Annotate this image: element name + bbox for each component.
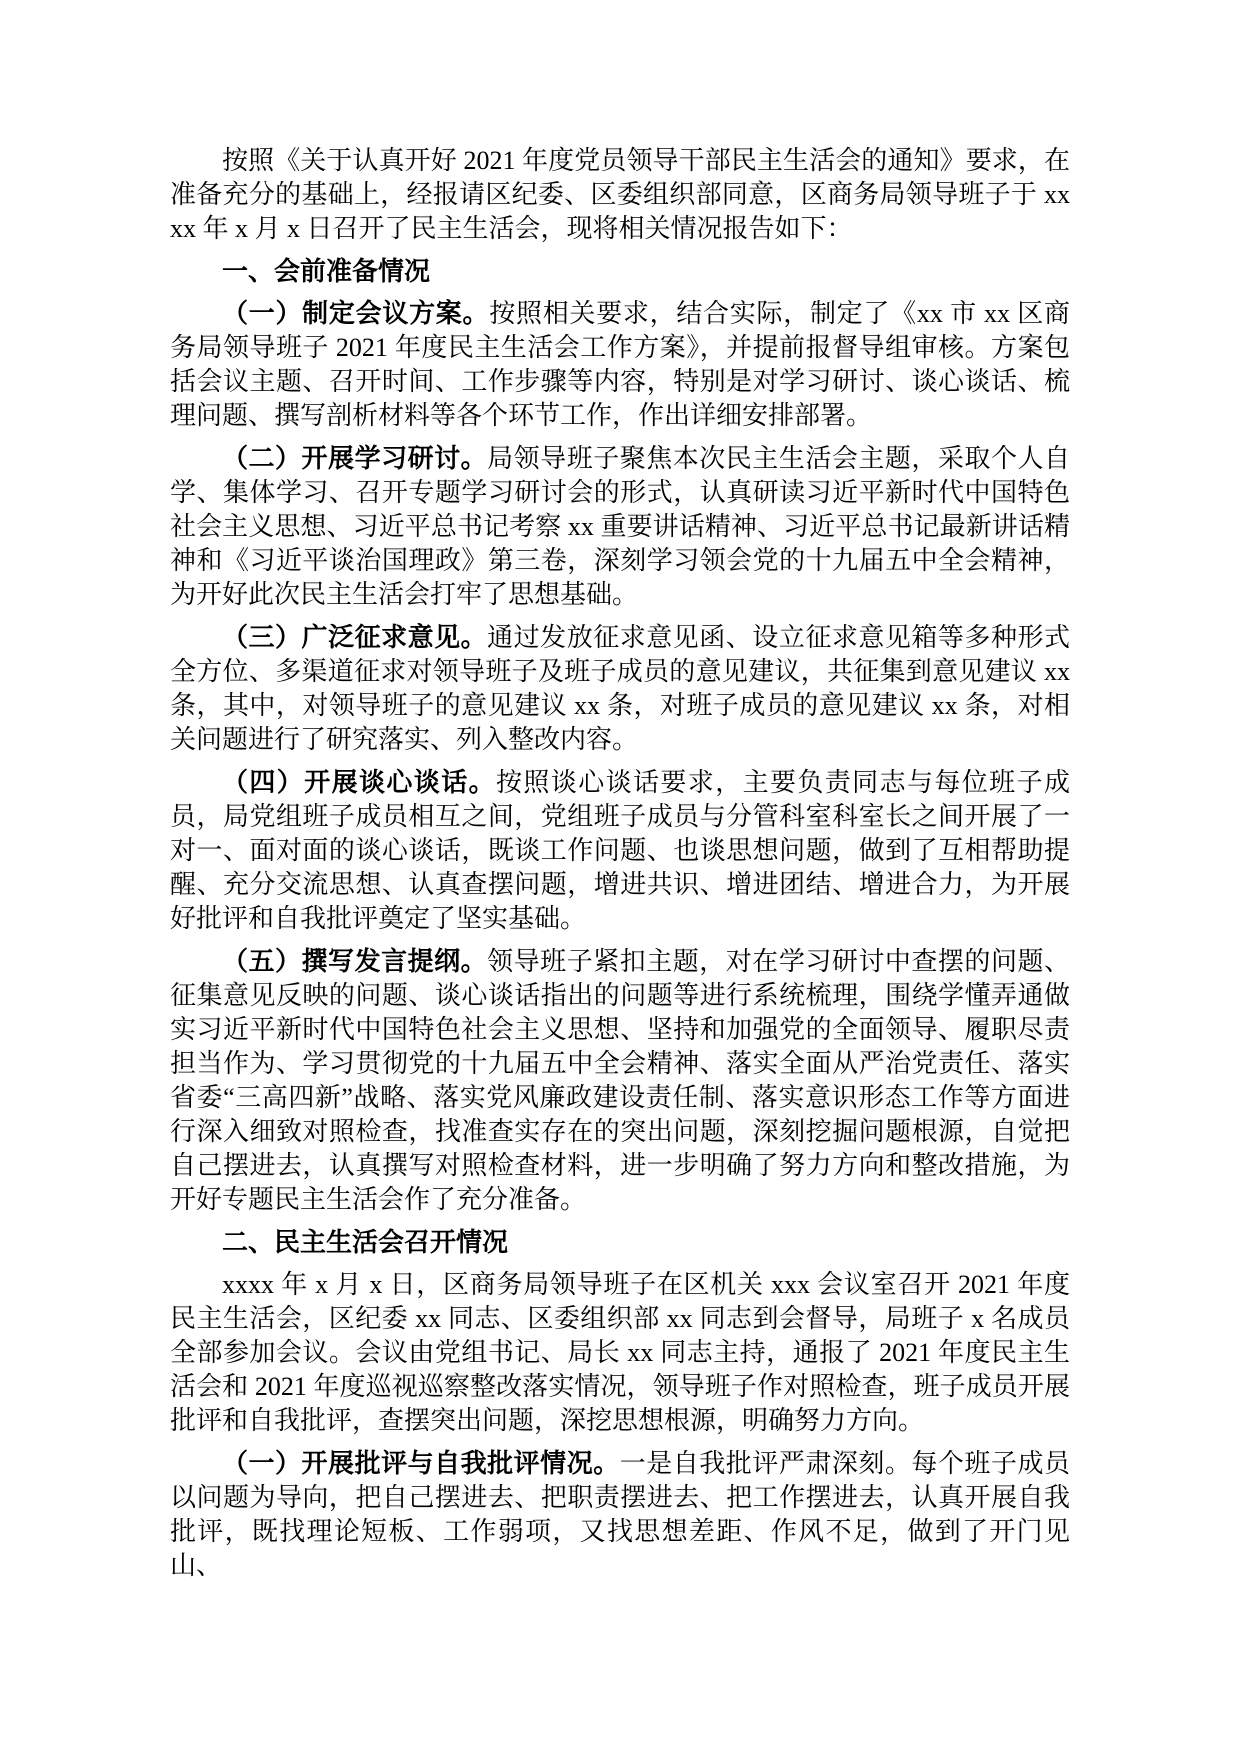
paragraph-lead: （五）撰写发言提纲。 (222, 946, 488, 976)
paragraph-lead: （二）开展学习研讨。 (222, 443, 488, 473)
paragraph-text: xxxx 年 x 月 x 日，区商务局领导班子在区机关 xxx 会议室召开 2021 年度民主生活会，区纪委 xx 同志、区委组织部 xx 同志到会督导，局班子 x 名成员全部参加会议。会议由党组书记、局长 xx 同志主持，通报了 2021 年度民主生活会和 2021 年度巡视巡察整改落实情况，领导班子作对照检查，班子成员开展批评和自我批评，查摆突出问题，深挖思想根源，明确努力方向。 (170, 1270, 1070, 1435)
paragraph-sub-2 (170, 441, 1070, 612)
section-heading-2 (170, 1225, 1070, 1259)
paragraph-lead: （三）广泛征求意见。 (222, 622, 488, 652)
heading-text: 二、民主生活会召开情况 (222, 1227, 509, 1257)
paragraph-text: 按照谈心谈话要求，主要负责同志与每位班子成员，局党组班子成员相互之间，党组班子成员与分管科室科室长之间开展了一对一、面对面的谈心谈话，既谈工作问题、也谈思想问题，做到了互相帮助提醒、充分交流思想、认真查摆问题，增进共识、增进团结、增进合力，为开展好批评和自我批评奠定了坚实基础。 (170, 768, 1070, 933)
paragraph-sub-3 (170, 620, 1070, 757)
paragraph-sub-1 (170, 296, 1070, 433)
paragraph-lead: （四）开展谈心谈话。 (222, 767, 496, 797)
paragraph-lead: （一）开展批评与自我批评情况。 (222, 1448, 620, 1478)
section-heading-1 (170, 254, 1070, 288)
paragraph-text: 局领导班子聚焦本次民主生活会主题，采取个人自学、集体学习、召开专题学习研讨会的形式，认真研读习近平新时代中国特色社会主义思想、习近平总书记考察 xx 重要讲话精神、习近平总书记最新讲话精神和《习近平谈治国理政》第三卷，深刻学习领会党的十九届五中全会精神，为开好此次民主生活会打牢了思想基础。 (170, 444, 1070, 609)
paragraph-lead: （一）制定会议方案。 (222, 298, 490, 328)
paragraph-section2-intro (170, 1267, 1070, 1438)
paragraph-intro (170, 143, 1070, 246)
paragraph-text: 一是自我批评严肃深刻。每个班子成员以问题为导向，把自己摆进去、把职责摆进去、把工作摆进去，认真开展自我批评，既找理论短板、工作弱项，又找思想差距、作风不足，做到了开门见山、 (170, 1449, 1070, 1580)
heading-text: 一、会前准备情况 (222, 256, 431, 286)
paragraph-text: 按照《关于认真开好 2021 年度党员领导干部民主生活会的通知》要求，在准备充分的基础上，经报请区纪委、区委组织部同意，区商务局领导班子于 xxxx 年 x 月 x 日召开了民主生活会，现将相关情况报告如下： (170, 146, 1070, 243)
paragraph-text: 按照相关要求，结合实际，制定了《xx 市 xx 区商务局领导班子 2021 年度民主生活会工作方案》，并提前报督导组审核。方案包括会议主题、召开时间、工作步骤等内容，特别是对学习研讨、谈心谈话、梳理问题、撰写剖析材料等各个环节工作，作出详细安排部署。 (170, 299, 1070, 430)
paragraph-sub-4 (170, 765, 1070, 936)
paragraph-sub-5 (170, 944, 1070, 1217)
paragraph-text: 领导班子紧扣主题，对在学习研讨中查摆的问题、征集意见反映的问题、谈心谈话指出的问题等进行系统梳理，围绕学懂弄通做实习近平新时代中国特色社会主义思想、坚持和加强党的全面领导、履职尽责担当作为、学习贯彻党的十九届五中全会精神、落实全面从严治党责任、落实省委“三高四新”战略、落实党风廉政建设责任制、落实意识形态工作等方面进行深入细致对照检查，找准查实存在的突出问题，深刻挖掘问题根源，自觉把自己摆进去，认真撰写对照检查材料，进一步明确了努力方向和整改措施，为开好专题民主生活会作了充分准备。 (170, 947, 1070, 1214)
paragraph-text: 通过发放征求意见函、设立征求意见箱等多种形式全方位、多渠道征求对领导班子及班子成员的意见建议，共征集到意见建议 xx 条，其中，对领导班子的意见建议 xx 条，对班子成员的意见建议 xx 条，对相关问题进行了研究落实、列入整改内容。 (170, 623, 1070, 754)
paragraph-sub-6 (170, 1446, 1070, 1583)
